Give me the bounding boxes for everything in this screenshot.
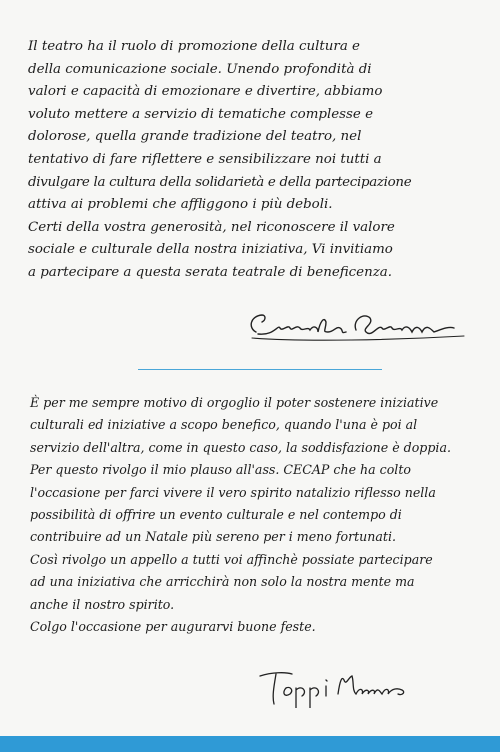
text-line: a partecipare a questa serata teatrale di beneficenza. <box>28 264 393 280</box>
signature-1 <box>244 302 474 348</box>
text-line: servizio dell'altra, come in questo caso, la soddisfazione è doppia. <box>30 439 451 455</box>
text-line: della comunicazione sociale. Unendo profondità di <box>28 61 372 77</box>
message-paragraph <box>30 392 472 638</box>
text-line: Così rivolgo un appello a tutti voi affinchè possiate partecipare <box>30 551 433 567</box>
text-line: È per me sempre motivo di orgoglio il poter sostenere iniziative <box>30 395 439 410</box>
text-line: attiva ai problemi che affliggono i più deboli. <box>28 197 333 213</box>
text-line: Per questo rivolgo il mio plauso all'ass. CECAP che ha colto <box>30 462 411 478</box>
text-line: possibilità di offrire un evento culturale e nel contempo di <box>30 507 402 523</box>
text-line: voluto mettere a servizio di tematiche complesse e <box>28 106 374 122</box>
text-line: culturali ed iniziative a scopo benefico, quando l'una è poi al <box>30 417 418 433</box>
section-divider <box>138 369 382 370</box>
text-line: divulgare la cultura della solidarietà e della partecipazione <box>28 174 412 190</box>
text-line: valori e capacità di emozionare e divertire, abbiamo <box>28 84 383 100</box>
intro-paragraph <box>28 36 468 285</box>
text-line: Il teatro ha il ruolo di promozione della cultura e <box>28 39 360 54</box>
text-line: anche il nostro spirito. <box>30 596 175 612</box>
text-line: l'occasione per farci vivere il vero spirito natalizio riflesso nella <box>30 484 436 500</box>
text-line: Colgo l'occasione per augurarvi buone feste. <box>30 619 316 635</box>
text-line: Certi della vostra generosità, nel riconoscere il valore <box>28 219 395 235</box>
text-line: ad una iniziativa che arricchirà non solo la nostra mente ma <box>30 574 415 590</box>
text-line: contribuire ad un Natale più sereno per i meno fortunati. <box>30 529 397 545</box>
signature-2 <box>252 664 432 708</box>
text-line: sociale e culturale della nostra iniziativa, Vi invitiamo <box>28 242 393 258</box>
text-line: dolorose, quella grande tradizione del teatro, nel <box>28 129 362 145</box>
footer-band <box>0 736 500 752</box>
text-line: tentativo di fare riflettere e sensibilizzare noi tutti a <box>28 151 382 167</box>
